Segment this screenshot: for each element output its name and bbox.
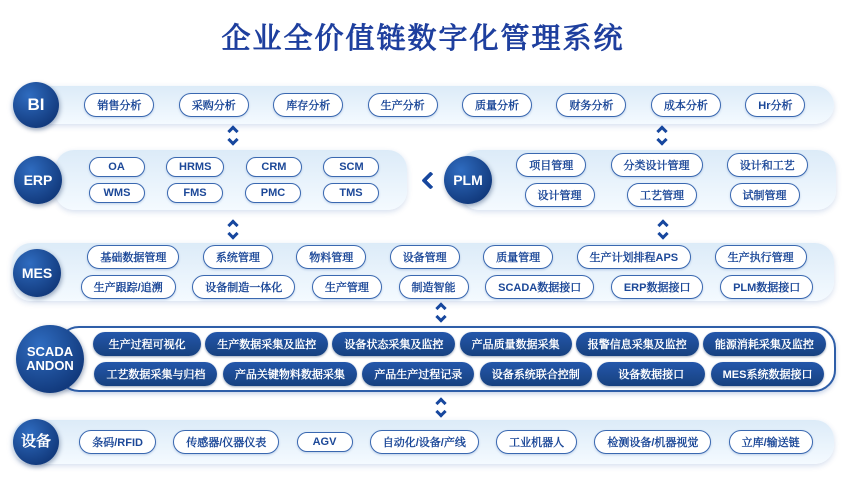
- module-chip: PMC: [245, 183, 301, 203]
- layer-circle-equipment: 设备: [13, 419, 59, 465]
- module-chip: 产品质量数据采集: [460, 332, 572, 356]
- plm-module-row-2: [496, 183, 828, 207]
- erp-module-row-1: [71, 157, 397, 177]
- module-chip: 传感器/仪器仪表: [173, 430, 279, 454]
- double-chevron-vertical-icon: [437, 399, 445, 416]
- module-chip: FMS: [167, 183, 223, 203]
- module-chip: OA: [89, 157, 145, 177]
- andon-label: ANDON: [26, 358, 74, 373]
- module-chip: 销售分析: [84, 93, 154, 117]
- module-chip: 系统管理: [203, 245, 273, 269]
- module-chip: 设备状态采集及监控: [332, 332, 455, 356]
- module-chip: 设备管理: [390, 245, 460, 269]
- module-chip: 制造智能: [399, 275, 469, 299]
- layer-circle-erp: ERP: [14, 156, 62, 204]
- module-chip: PLM数据接口: [720, 275, 813, 299]
- bi-module-list: [64, 93, 826, 117]
- mes-module-row-1: [68, 245, 826, 269]
- layer-band-plm: [460, 150, 836, 210]
- module-chip: Hr分析: [745, 93, 805, 117]
- module-chip: 工业机器人: [496, 430, 577, 454]
- plm-module-row-1: [496, 153, 828, 177]
- module-chip: 财务分析: [556, 93, 626, 117]
- scada-module-row-2: [93, 362, 826, 386]
- module-chip: TMS: [323, 183, 379, 203]
- layer-band-mes: [12, 243, 834, 301]
- erp-module-row-2: [71, 183, 397, 203]
- module-chip: 自动化/设备/产线: [370, 430, 479, 454]
- module-chip: 生产计划排程APS: [577, 245, 692, 269]
- module-chip: 设计管理: [525, 183, 595, 207]
- chevron-down-icon: [227, 134, 238, 145]
- chevron-down-icon: [656, 134, 667, 145]
- module-chip: 生产执行管理: [715, 245, 807, 269]
- module-chip: CRM: [246, 157, 302, 177]
- diagram-title: 企业全价值链数字化管理系统: [221, 23, 625, 55]
- module-chip: ERP数据接口: [611, 275, 704, 299]
- module-chip: 报警信息采集及监控: [576, 332, 699, 356]
- module-chip: 立库/输送链: [729, 430, 813, 454]
- module-chip: SCADA数据接口: [485, 275, 594, 299]
- double-chevron-vertical-icon: [229, 221, 237, 238]
- chevron-left-icon: [421, 171, 439, 189]
- equipment-module-list: [66, 430, 826, 454]
- module-chip: 设备制造一体化: [192, 275, 295, 299]
- module-chip: 生产数据采集及监控: [205, 332, 328, 356]
- module-chip: 产品生产过程记录: [362, 362, 474, 386]
- layer-circle-plm: PLM: [444, 156, 492, 204]
- scada-module-row-1: [93, 332, 826, 356]
- scada-label: SCADA: [26, 344, 74, 360]
- module-chip: 产品关键物料数据采集: [223, 362, 357, 386]
- double-chevron-vertical-icon: [229, 127, 237, 144]
- module-chip: 生产分析: [368, 93, 438, 117]
- module-chip: 采购分析: [179, 93, 249, 117]
- module-chip: 物料管理: [296, 245, 366, 269]
- module-chip: 检测设备/机器视觉: [594, 430, 711, 454]
- chevron-down-icon: [657, 228, 668, 239]
- layer-circle-scada-andon: [16, 325, 84, 393]
- module-chip: HRMS: [166, 157, 224, 177]
- module-chip: 基础数据管理: [87, 245, 179, 269]
- chevron-down-icon: [227, 228, 238, 239]
- layer-circle-mes: MES: [13, 249, 61, 297]
- module-chip: 生产跟踪/追溯: [81, 275, 176, 299]
- module-chip: 生产过程可视化: [93, 332, 201, 356]
- module-chip: WMS: [89, 183, 145, 203]
- module-chip: 质量分析: [462, 93, 532, 117]
- layer-band-scada-andon: [57, 326, 836, 392]
- module-chip: SCM: [323, 157, 379, 177]
- module-chip: 成本分析: [651, 93, 721, 117]
- module-chip: 工艺管理: [627, 183, 697, 207]
- layer-band-bi: [12, 86, 834, 124]
- module-chip: 质量管理: [483, 245, 553, 269]
- module-chip: 工艺数据采集与归档: [94, 362, 217, 386]
- module-chip: 条码/RFID: [79, 430, 156, 454]
- layer-band-erp: [55, 150, 407, 210]
- module-chip: 项目管理: [516, 153, 586, 177]
- module-chip: 试制管理: [730, 183, 800, 207]
- module-chip: 能源消耗采集及监控: [703, 332, 826, 356]
- chevron-down-icon: [435, 311, 446, 322]
- module-chip: AGV: [297, 432, 353, 452]
- mes-module-row-2: [68, 275, 826, 299]
- module-chip: 分类设计管理: [611, 153, 703, 177]
- double-chevron-vertical-icon: [437, 304, 445, 321]
- module-chip: MES系统数据接口: [711, 362, 825, 386]
- module-chip: 设备系统联合控制: [480, 362, 592, 386]
- module-chip: 设备数据接口: [597, 362, 705, 386]
- chevron-down-icon: [435, 406, 446, 417]
- double-chevron-vertical-icon: [659, 221, 667, 238]
- layer-circle-bi: BI: [13, 82, 59, 128]
- module-chip: 库存分析: [273, 93, 343, 117]
- double-chevron-vertical-icon: [658, 127, 666, 144]
- module-chip: 生产管理: [312, 275, 382, 299]
- module-chip: 设计和工艺: [727, 153, 808, 177]
- layer-band-equipment: [12, 420, 834, 464]
